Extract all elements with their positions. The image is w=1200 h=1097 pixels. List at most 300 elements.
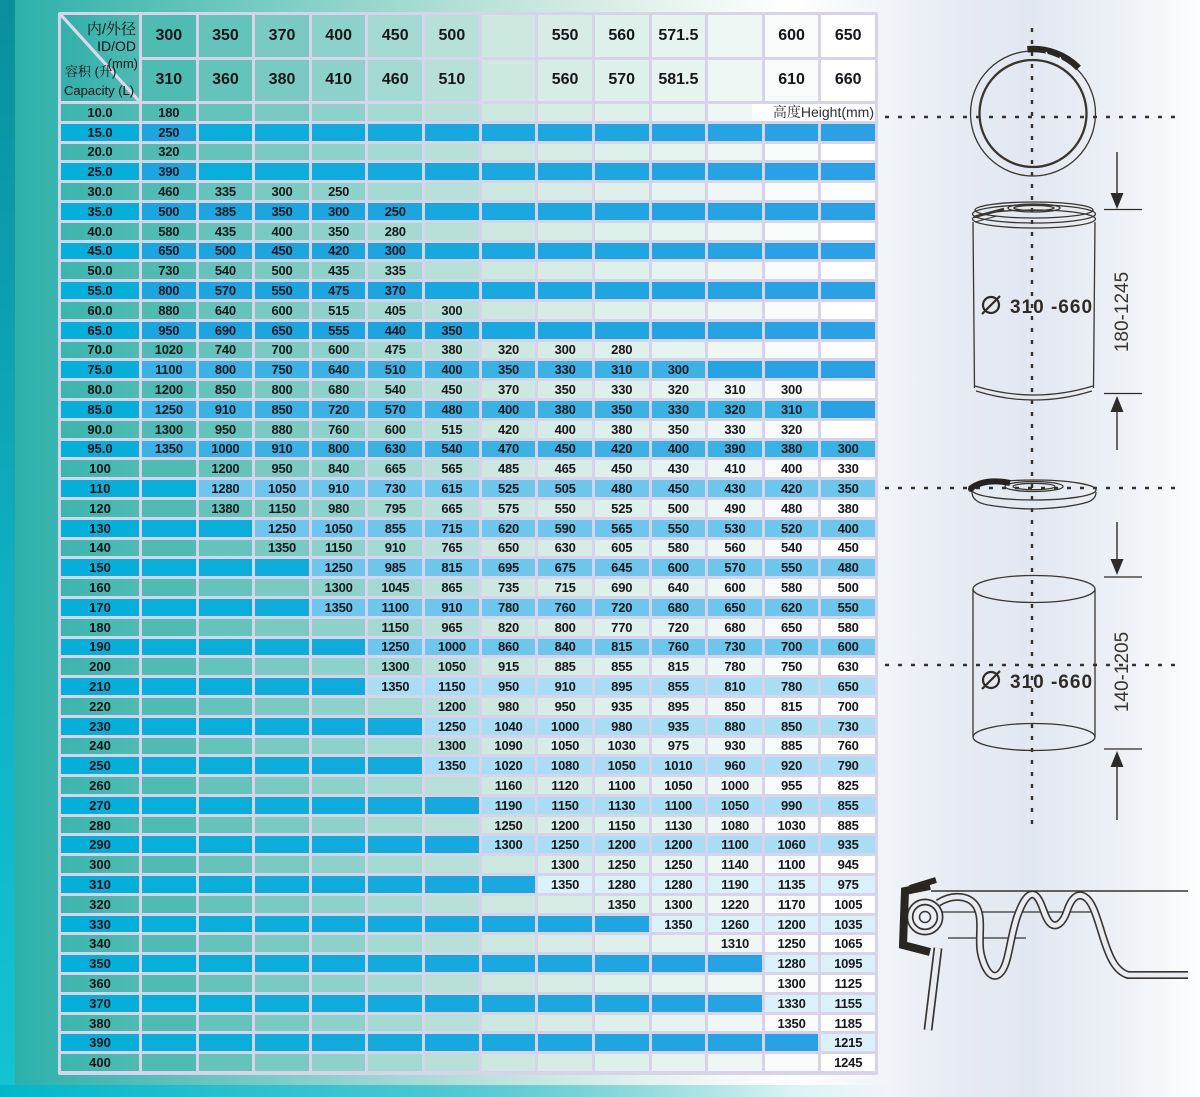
table-cell — [142, 658, 196, 675]
table-cell: 1030 — [595, 738, 649, 755]
row-capacity-label: 100 — [61, 460, 139, 477]
table-cell — [821, 361, 875, 378]
table-cell — [652, 282, 706, 299]
table-cell — [368, 1034, 422, 1051]
table-cell: 720 — [312, 401, 366, 418]
table-cell: 680 — [708, 619, 762, 636]
table-cell — [368, 183, 422, 200]
table-cell: 895 — [595, 678, 649, 695]
table-cell: 930 — [708, 738, 762, 755]
table-cell: 985 — [368, 559, 422, 576]
table-cell — [142, 540, 196, 557]
table-cell — [255, 579, 309, 596]
table-cell: 380 — [821, 500, 875, 517]
row-capacity-label: 350 — [61, 955, 139, 972]
table-cell: 1150 — [312, 540, 366, 557]
table-cell: 765 — [425, 540, 479, 557]
table-cell: 1300 — [368, 658, 422, 675]
table-cell: 1300 — [538, 856, 592, 873]
table-cell: 500 — [652, 500, 706, 517]
table-cell — [368, 163, 422, 180]
table-cell — [368, 144, 422, 161]
table-cell — [312, 836, 366, 853]
table-cell — [652, 995, 706, 1012]
table-cell — [538, 955, 592, 972]
table-cell: 310 — [765, 401, 819, 418]
table-cell: 630 — [538, 540, 592, 557]
table-cell — [708, 1054, 762, 1071]
table-cell — [765, 282, 819, 299]
table-cell: 580 — [142, 223, 196, 240]
table-cell — [595, 104, 649, 121]
table-cell: 320 — [482, 342, 536, 359]
table-cell: 390 — [708, 441, 762, 458]
table-cell — [538, 144, 592, 161]
table-cell — [708, 342, 762, 359]
table-cell: 600 — [312, 342, 366, 359]
column-header-od: 660 — [821, 60, 875, 102]
table-cell: 815 — [765, 698, 819, 715]
table-cell: 1170 — [765, 896, 819, 913]
table-cell: 790 — [821, 757, 875, 774]
table-cell: 1150 — [255, 500, 309, 517]
column-header-od: 380 — [255, 60, 309, 102]
table-cell — [652, 1034, 706, 1051]
table-cell: 450 — [821, 540, 875, 557]
column-header-od: 410 — [312, 60, 366, 102]
table-cell — [652, 203, 706, 220]
row-capacity-label: 150 — [61, 559, 139, 576]
table-cell — [425, 144, 479, 161]
table-cell: 1125 — [821, 975, 875, 992]
table-cell — [538, 302, 592, 319]
table-cell — [652, 223, 706, 240]
column-header-od — [708, 60, 762, 102]
table-cell — [538, 975, 592, 992]
table-cell — [595, 203, 649, 220]
table-cell: 435 — [199, 223, 253, 240]
table-cell: 810 — [708, 678, 762, 695]
table-cell — [595, 183, 649, 200]
table-cell — [142, 500, 196, 517]
table-cell: 1040 — [482, 718, 536, 735]
table-cell: 350 — [538, 381, 592, 398]
table-cell: 730 — [368, 480, 422, 497]
table-cell: 1100 — [765, 856, 819, 873]
table-cell — [425, 916, 479, 933]
table-cell — [821, 223, 875, 240]
table-cell: 485 — [482, 460, 536, 477]
table-cell — [482, 1034, 536, 1051]
table-cell: 300 — [821, 441, 875, 458]
table-cell: 460 — [142, 183, 196, 200]
table-cell: 1250 — [312, 559, 366, 576]
table-cell — [312, 124, 366, 141]
table-cell: 640 — [199, 302, 253, 319]
table-cell — [538, 104, 592, 121]
row-capacity-label: 220 — [61, 698, 139, 715]
table-cell: 1200 — [765, 916, 819, 933]
table-cell — [425, 1034, 479, 1051]
table-cell: 910 — [368, 540, 422, 557]
table-cell: 250 — [142, 124, 196, 141]
table-cell: 1050 — [255, 480, 309, 497]
table-cell — [595, 282, 649, 299]
table-cell — [425, 955, 479, 972]
table-cell: 540 — [425, 441, 479, 458]
table-cell: 1250 — [255, 520, 309, 537]
table-cell: 910 — [425, 599, 479, 616]
table-cell — [312, 658, 366, 675]
table-cell: 1160 — [482, 777, 536, 794]
table-cell — [595, 163, 649, 180]
table-cell: 550 — [255, 282, 309, 299]
table-cell — [482, 896, 536, 913]
table-cell: 600 — [821, 639, 875, 656]
table-cell — [199, 757, 253, 774]
table-cell — [425, 243, 479, 260]
table-cell: 330 — [595, 381, 649, 398]
table-cell: 300 — [255, 183, 309, 200]
table-cell — [199, 955, 253, 972]
table-cell — [538, 995, 592, 1012]
table-cell: 855 — [595, 658, 649, 675]
svg-text:310 -660: 310 -660 — [1010, 672, 1094, 693]
table-cell — [312, 1015, 366, 1032]
table-cell — [199, 1054, 253, 1071]
table-cell: 1300 — [425, 738, 479, 755]
table-cell — [255, 124, 309, 141]
table-cell: 1130 — [595, 797, 649, 814]
table-cell — [595, 1034, 649, 1051]
table-cell — [482, 144, 536, 161]
table-cell — [255, 658, 309, 675]
table-cell: 1200 — [652, 836, 706, 853]
table-cell — [425, 163, 479, 180]
table-cell — [255, 817, 309, 834]
table-cell — [199, 1034, 253, 1051]
column-header-od: 510 — [425, 60, 479, 102]
table-cell — [312, 896, 366, 913]
table-cell — [482, 975, 536, 992]
table-cell — [595, 916, 649, 933]
table-cell: 1005 — [821, 896, 875, 913]
table-cell: 450 — [595, 460, 649, 477]
table-cell: 1150 — [368, 619, 422, 636]
table-cell — [368, 955, 422, 972]
column-header-id: 370 — [255, 15, 309, 57]
table-cell: 550 — [821, 599, 875, 616]
table-cell: 1200 — [538, 817, 592, 834]
table-cell — [255, 104, 309, 121]
table-cell — [538, 1054, 592, 1071]
table-cell: 300 — [538, 342, 592, 359]
table-cell: 760 — [538, 599, 592, 616]
table-cell — [199, 876, 253, 893]
table-cell: 400 — [765, 460, 819, 477]
table-cell: 1350 — [255, 540, 309, 557]
table-cell: 920 — [765, 757, 819, 774]
row-capacity-label: 210 — [61, 678, 139, 695]
table-cell — [652, 104, 706, 121]
table-cell: 435 — [312, 262, 366, 279]
table-corner-cell — [61, 15, 139, 101]
table-cell: 935 — [595, 698, 649, 715]
table-cell: 420 — [595, 441, 649, 458]
table-cell — [368, 738, 422, 755]
row-capacity-label: 70.0 — [61, 342, 139, 359]
column-header-od: 570 — [595, 60, 649, 102]
table-cell: 795 — [368, 500, 422, 517]
table-cell: 1000 — [425, 639, 479, 656]
table-cell — [765, 302, 819, 319]
table-cell: 1080 — [538, 757, 592, 774]
table-cell: 350 — [425, 322, 479, 339]
table-cell — [312, 975, 366, 992]
column-header-id: 600 — [765, 15, 819, 57]
table-cell — [142, 916, 196, 933]
table-cell — [199, 718, 253, 735]
table-cell: 1200 — [595, 836, 649, 853]
table-cell — [708, 183, 762, 200]
table-cell: 1380 — [199, 500, 253, 517]
table-cell: 540 — [199, 262, 253, 279]
table-cell: 600 — [652, 559, 706, 576]
table-cell — [482, 322, 536, 339]
table-cell: 280 — [368, 223, 422, 240]
table-cell: 350 — [595, 401, 649, 418]
table-cell: 650 — [142, 243, 196, 260]
table-cell: 950 — [482, 678, 536, 695]
table-cell: 380 — [765, 441, 819, 458]
table-cell: 1280 — [199, 480, 253, 497]
row-capacity-label: 50.0 — [61, 262, 139, 279]
table-cell: 180 — [142, 104, 196, 121]
table-cell — [142, 718, 196, 735]
table-cell — [199, 738, 253, 755]
table-cell: 580 — [765, 579, 819, 596]
table-cell: 770 — [595, 619, 649, 636]
capacity-dimension-table — [58, 12, 878, 1075]
table-cell: 1350 — [595, 896, 649, 913]
row-capacity-label: 45.0 — [61, 243, 139, 260]
table-cell: 935 — [821, 836, 875, 853]
table-cell: 470 — [482, 441, 536, 458]
left-edge-accent-strip — [0, 0, 15, 1097]
table-cell — [821, 342, 875, 359]
table-cell: 1300 — [652, 896, 706, 913]
column-header-od: 310 — [142, 60, 196, 102]
column-header-id: 300 — [142, 15, 196, 57]
table-cell — [255, 757, 309, 774]
table-cell: 675 — [538, 559, 592, 576]
table-cell — [652, 183, 706, 200]
table-cell — [708, 262, 762, 279]
table-cell: 980 — [595, 718, 649, 735]
height-unit-note: 高度Height(mm) — [752, 104, 875, 121]
table-cell: 1050 — [538, 738, 592, 755]
table-cell: 480 — [765, 500, 819, 517]
table-cell: 690 — [595, 579, 649, 596]
column-header-id: 450 — [368, 15, 422, 57]
row-capacity-label: 340 — [61, 935, 139, 952]
row-capacity-label: 180 — [61, 619, 139, 636]
table-cell: 855 — [821, 797, 875, 814]
table-cell: 895 — [652, 698, 706, 715]
table-cell: 760 — [652, 639, 706, 656]
table-cell: 450 — [538, 441, 592, 458]
row-capacity-label: 110 — [61, 480, 139, 497]
table-cell: 860 — [482, 639, 536, 656]
table-cell: 330 — [821, 460, 875, 477]
row-capacity-label: 290 — [61, 836, 139, 853]
table-cell: 1185 — [821, 1015, 875, 1032]
table-cell — [652, 322, 706, 339]
table-cell — [821, 381, 875, 398]
table-cell: 420 — [482, 421, 536, 438]
table-cell — [652, 1015, 706, 1032]
table-cell: 865 — [425, 579, 479, 596]
table-cell — [482, 282, 536, 299]
table-cell: 850 — [708, 698, 762, 715]
table-cell: 400 — [425, 361, 479, 378]
table-cell — [142, 559, 196, 576]
table-cell — [821, 124, 875, 141]
table-cell — [425, 935, 479, 952]
table-cell — [652, 243, 706, 260]
table-cell — [425, 995, 479, 1012]
table-cell: 800 — [255, 381, 309, 398]
table-cell: 335 — [199, 183, 253, 200]
table-cell: 695 — [482, 559, 536, 576]
table-cell: 1060 — [765, 836, 819, 853]
table-cell — [765, 124, 819, 141]
table-cell: 600 — [708, 579, 762, 596]
drum-technical-drawings — [878, 0, 1200, 1097]
table-cell — [538, 203, 592, 220]
table-cell: 1150 — [595, 817, 649, 834]
table-cell — [425, 876, 479, 893]
table-cell — [199, 658, 253, 675]
row-capacity-label: 390 — [61, 1034, 139, 1051]
table-cell: 1350 — [425, 757, 479, 774]
table-cell — [538, 243, 592, 260]
table-cell: 650 — [765, 619, 819, 636]
table-cell: 450 — [425, 381, 479, 398]
table-cell — [142, 836, 196, 853]
table-cell: 700 — [255, 342, 309, 359]
table-cell — [652, 935, 706, 952]
table-cell — [482, 856, 536, 873]
table-cell: 590 — [538, 520, 592, 537]
table-cell: 570 — [199, 282, 253, 299]
table-cell — [368, 935, 422, 952]
table-cell: 1250 — [368, 639, 422, 656]
table-cell — [708, 1015, 762, 1032]
table-cell: 735 — [482, 579, 536, 596]
table-cell: 250 — [312, 183, 366, 200]
row-capacity-label: 170 — [61, 599, 139, 616]
table-cell — [255, 975, 309, 992]
table-cell — [142, 757, 196, 774]
table-cell: 1190 — [482, 797, 536, 814]
table-cell: 450 — [255, 243, 309, 260]
table-cell — [652, 124, 706, 141]
table-cell — [368, 104, 422, 121]
table-cell: 390 — [142, 163, 196, 180]
table-cell: 1000 — [708, 777, 762, 794]
table-cell — [425, 836, 479, 853]
table-cell — [142, 797, 196, 814]
table-cell — [765, 183, 819, 200]
table-cell: 430 — [708, 480, 762, 497]
table-cell — [538, 916, 592, 933]
table-cell: 955 — [765, 777, 819, 794]
table-cell: 475 — [368, 342, 422, 359]
table-cell: 850 — [199, 381, 253, 398]
table-cell: 1300 — [312, 579, 366, 596]
table-cell — [255, 738, 309, 755]
table-cell — [255, 876, 309, 893]
table-cell — [652, 302, 706, 319]
table-cell: 300 — [312, 203, 366, 220]
table-cell — [312, 876, 366, 893]
table-cell — [765, 361, 819, 378]
table-cell: 1100 — [652, 797, 706, 814]
table-cell — [652, 342, 706, 359]
table-cell — [199, 163, 253, 180]
table-cell — [255, 599, 309, 616]
table-cell — [708, 302, 762, 319]
row-capacity-label: 120 — [61, 500, 139, 517]
table-cell: 450 — [652, 480, 706, 497]
table-cell — [652, 144, 706, 161]
table-cell: 405 — [368, 302, 422, 319]
column-header-od: 581.5 — [652, 60, 706, 102]
table-cell: 910 — [255, 441, 309, 458]
table-cell — [255, 916, 309, 933]
table-cell: 650 — [482, 540, 536, 557]
table-cell: 965 — [425, 619, 479, 636]
table-cell: 1250 — [425, 718, 479, 735]
table-cell — [765, 223, 819, 240]
table-cell: 730 — [142, 262, 196, 279]
row-capacity-label: 20.0 — [61, 144, 139, 161]
table-cell — [312, 1034, 366, 1051]
table-cell: 1280 — [595, 876, 649, 893]
row-capacity-label: 160 — [61, 579, 139, 596]
table-cell: 510 — [368, 361, 422, 378]
table-cell: 980 — [482, 698, 536, 715]
row-capacity-label: 95.0 — [61, 441, 139, 458]
table-cell: 1095 — [821, 955, 875, 972]
table-cell: 520 — [765, 520, 819, 537]
table-cell: 1130 — [652, 817, 706, 834]
table-cell: 1000 — [538, 718, 592, 735]
table-cell — [482, 876, 536, 893]
table-cell: 980 — [312, 500, 366, 517]
table-cell: 990 — [765, 797, 819, 814]
row-capacity-label: 380 — [61, 1015, 139, 1032]
table-cell — [199, 995, 253, 1012]
table-cell: 1310 — [708, 935, 762, 952]
table-cell: 350 — [482, 361, 536, 378]
table-cell: 320 — [652, 381, 706, 398]
table-cell — [482, 935, 536, 952]
row-capacity-label: 310 — [61, 876, 139, 893]
table-cell: 910 — [199, 401, 253, 418]
table-cell: 1250 — [482, 817, 536, 834]
